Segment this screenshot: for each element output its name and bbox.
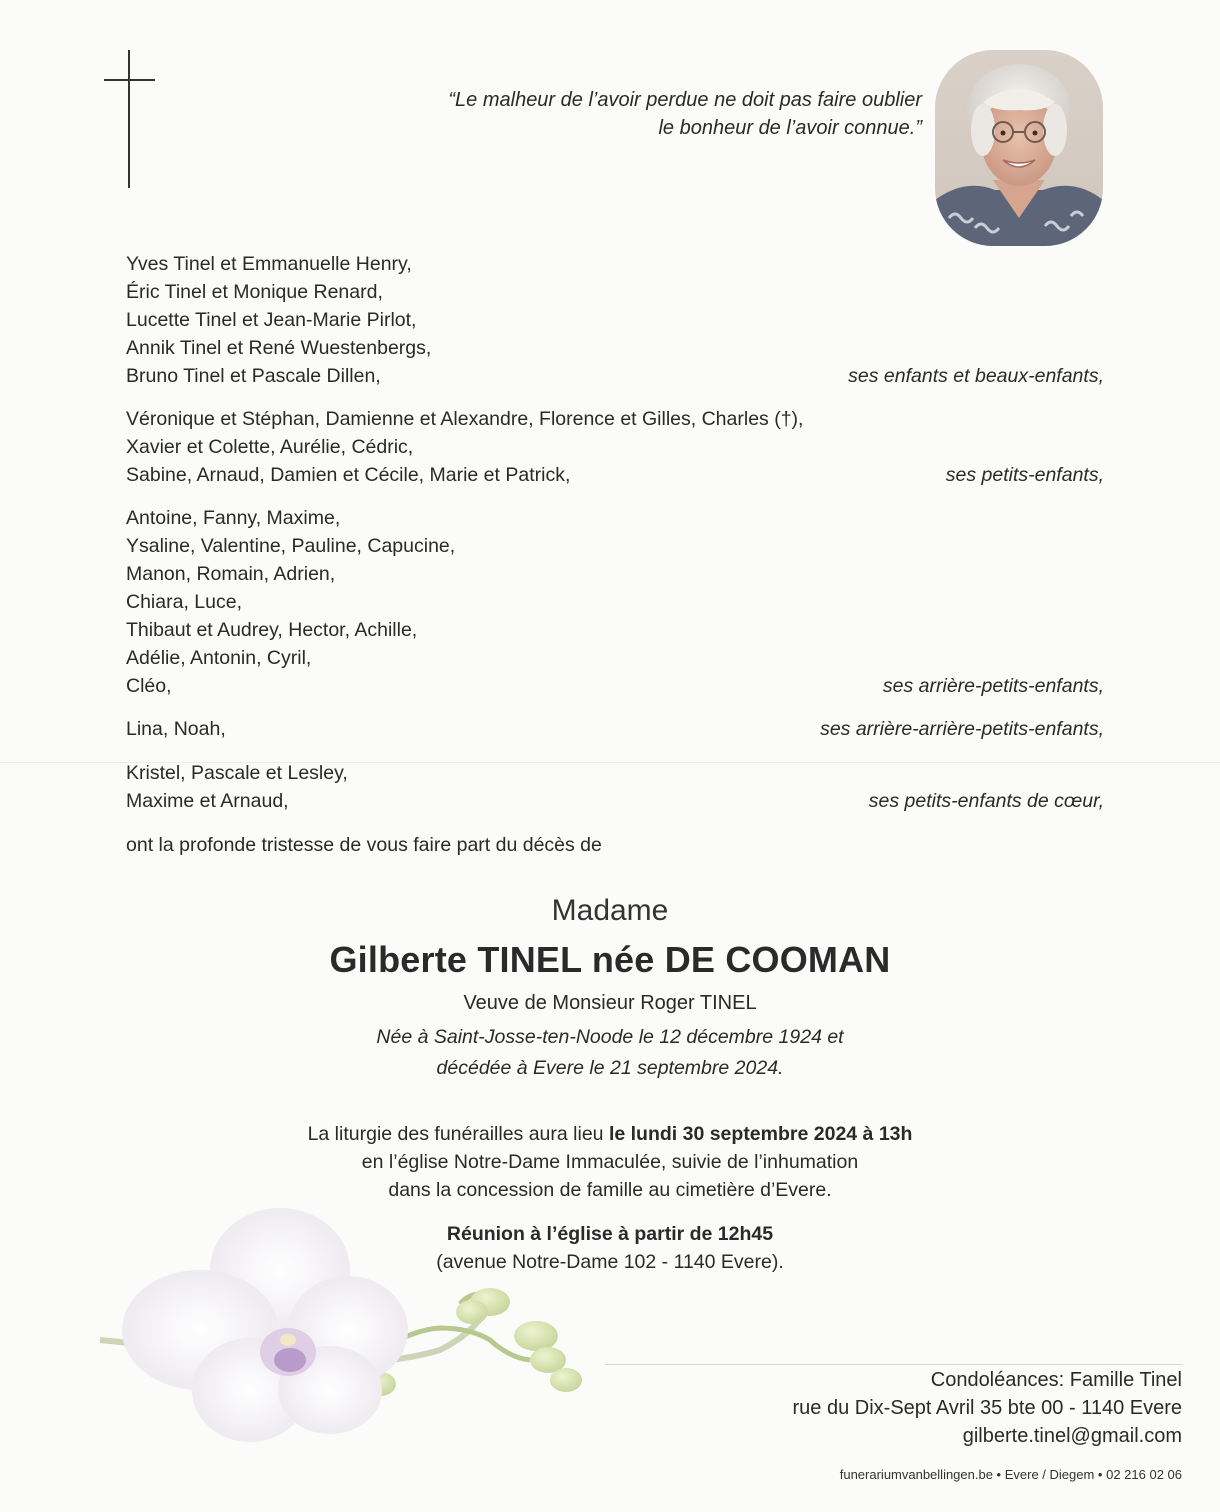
family-line: Lucette Tinel et Jean-Marie Pirlot,	[126, 309, 417, 331]
family-line: Yves Tinel et Emmanuelle Henry,	[126, 253, 412, 275]
relation-label: ses arrière-arrière-petits-enfants,	[820, 718, 1104, 740]
family-line: Sabine, Arnaud, Damien et Cécile, Marie et Patrick,	[126, 464, 571, 486]
family-line: Éric Tinel et Monique Renard,	[126, 281, 383, 303]
grandchildren-section	[126, 405, 1104, 489]
family-line: Véronique et Stéphan, Damienne et Alexandre, Florence et Gilles, Charles (†),	[126, 408, 804, 430]
children-section	[126, 250, 1104, 390]
family-line: Maxime et Arnaud,	[126, 790, 289, 812]
family-line: Cléo,	[126, 675, 172, 697]
death-line: décédée à Evere le 21 septembre 2024.	[436, 1057, 784, 1079]
announcement-text: ont la profonde tristesse de vous faire part du décès de	[126, 834, 602, 856]
meeting-time: Réunion à l’église à partir de 12h45	[446, 1223, 774, 1245]
family-line: Bruno Tinel et Pascale Dillen,	[126, 365, 381, 387]
funeral-details	[0, 1120, 1220, 1204]
family-line: Kristel, Pascale et Lesley,	[126, 762, 348, 784]
quote-line-2: le bonheur de l’avoir connue.”	[658, 117, 922, 139]
heart-grandchildren-section	[126, 759, 1104, 815]
relation-label: ses enfants et beaux-enfants,	[848, 365, 1104, 387]
funeral-date: le lundi 30 septembre 2024 à 13h	[608, 1123, 913, 1145]
family-line: Xavier et Colette, Aurélie, Cédric,	[126, 436, 414, 458]
portrait-photo	[935, 50, 1103, 246]
funeral-church: en l’église Notre-Dame Immaculée, suivie de l’inhumation	[361, 1151, 859, 1173]
family-line: Thibaut et Audrey, Hector, Achille,	[126, 619, 418, 641]
condolences-email[interactable]: gilberte.tinel@gmail.com	[962, 1425, 1182, 1447]
relation-label: ses arrière-petits-enfants,	[882, 675, 1104, 697]
announcement	[126, 831, 1104, 859]
deceased-name: Gilberte TINEL née DE COOMAN	[329, 939, 891, 980]
family-line: Chiara, Luce,	[126, 591, 242, 613]
divider	[605, 1364, 1183, 1365]
family-line: Lina, Noah,	[126, 718, 226, 740]
orchid-illustration	[80, 1200, 640, 1512]
meeting-address: (avenue Notre-Dame 102 - 1140 Evere).	[436, 1251, 784, 1273]
family-line: Manon, Romain, Adrien,	[126, 563, 336, 585]
great-grandchildren-section	[126, 504, 1104, 700]
relation-label: ses petits-enfants,	[945, 464, 1104, 486]
great-great-grandchildren-section	[126, 715, 1104, 743]
widow-line: Veuve de Monsieur Roger TINEL	[463, 992, 757, 1014]
family-line: Annik Tinel et René Wuestenbergs,	[126, 337, 432, 359]
funeral-home-footer: funerariumvanbellingen.be • Evere / Diegem • 02 216 02 06	[839, 1467, 1182, 1482]
birth-line: Née à Saint-Josse-ten-Noode le 12 décembre 1924 et	[376, 1026, 844, 1048]
family-line: Adélie, Antonin, Cyril,	[126, 647, 312, 669]
condolences-family: Condoléances: Famille Tinel	[930, 1369, 1182, 1391]
family-line: Ysaline, Valentine, Pauline, Capucine,	[126, 535, 456, 557]
condolences-address: rue du Dix-Sept Avril 35 bte 00 - 1140 Evere	[792, 1397, 1182, 1419]
relation-label: ses petits-enfants de cœur,	[868, 790, 1104, 812]
family-line: Antoine, Fanny, Maxime,	[126, 507, 341, 529]
funeral-burial: dans la concession de famille au cimetière d’Evere.	[388, 1179, 832, 1201]
memorial-quote	[362, 86, 922, 142]
condolences-block	[622, 1366, 1182, 1450]
cross-icon-bar	[104, 79, 155, 81]
birth-death-info	[0, 1022, 1220, 1084]
cross-icon	[128, 50, 130, 188]
quote-line-1: “Le malheur de l’avoir perdue ne doit pas faire oublier	[448, 89, 922, 111]
funeral-intro: La liturgie des funérailles aura lieu	[307, 1123, 609, 1145]
deceased-title: Madame	[551, 894, 669, 927]
